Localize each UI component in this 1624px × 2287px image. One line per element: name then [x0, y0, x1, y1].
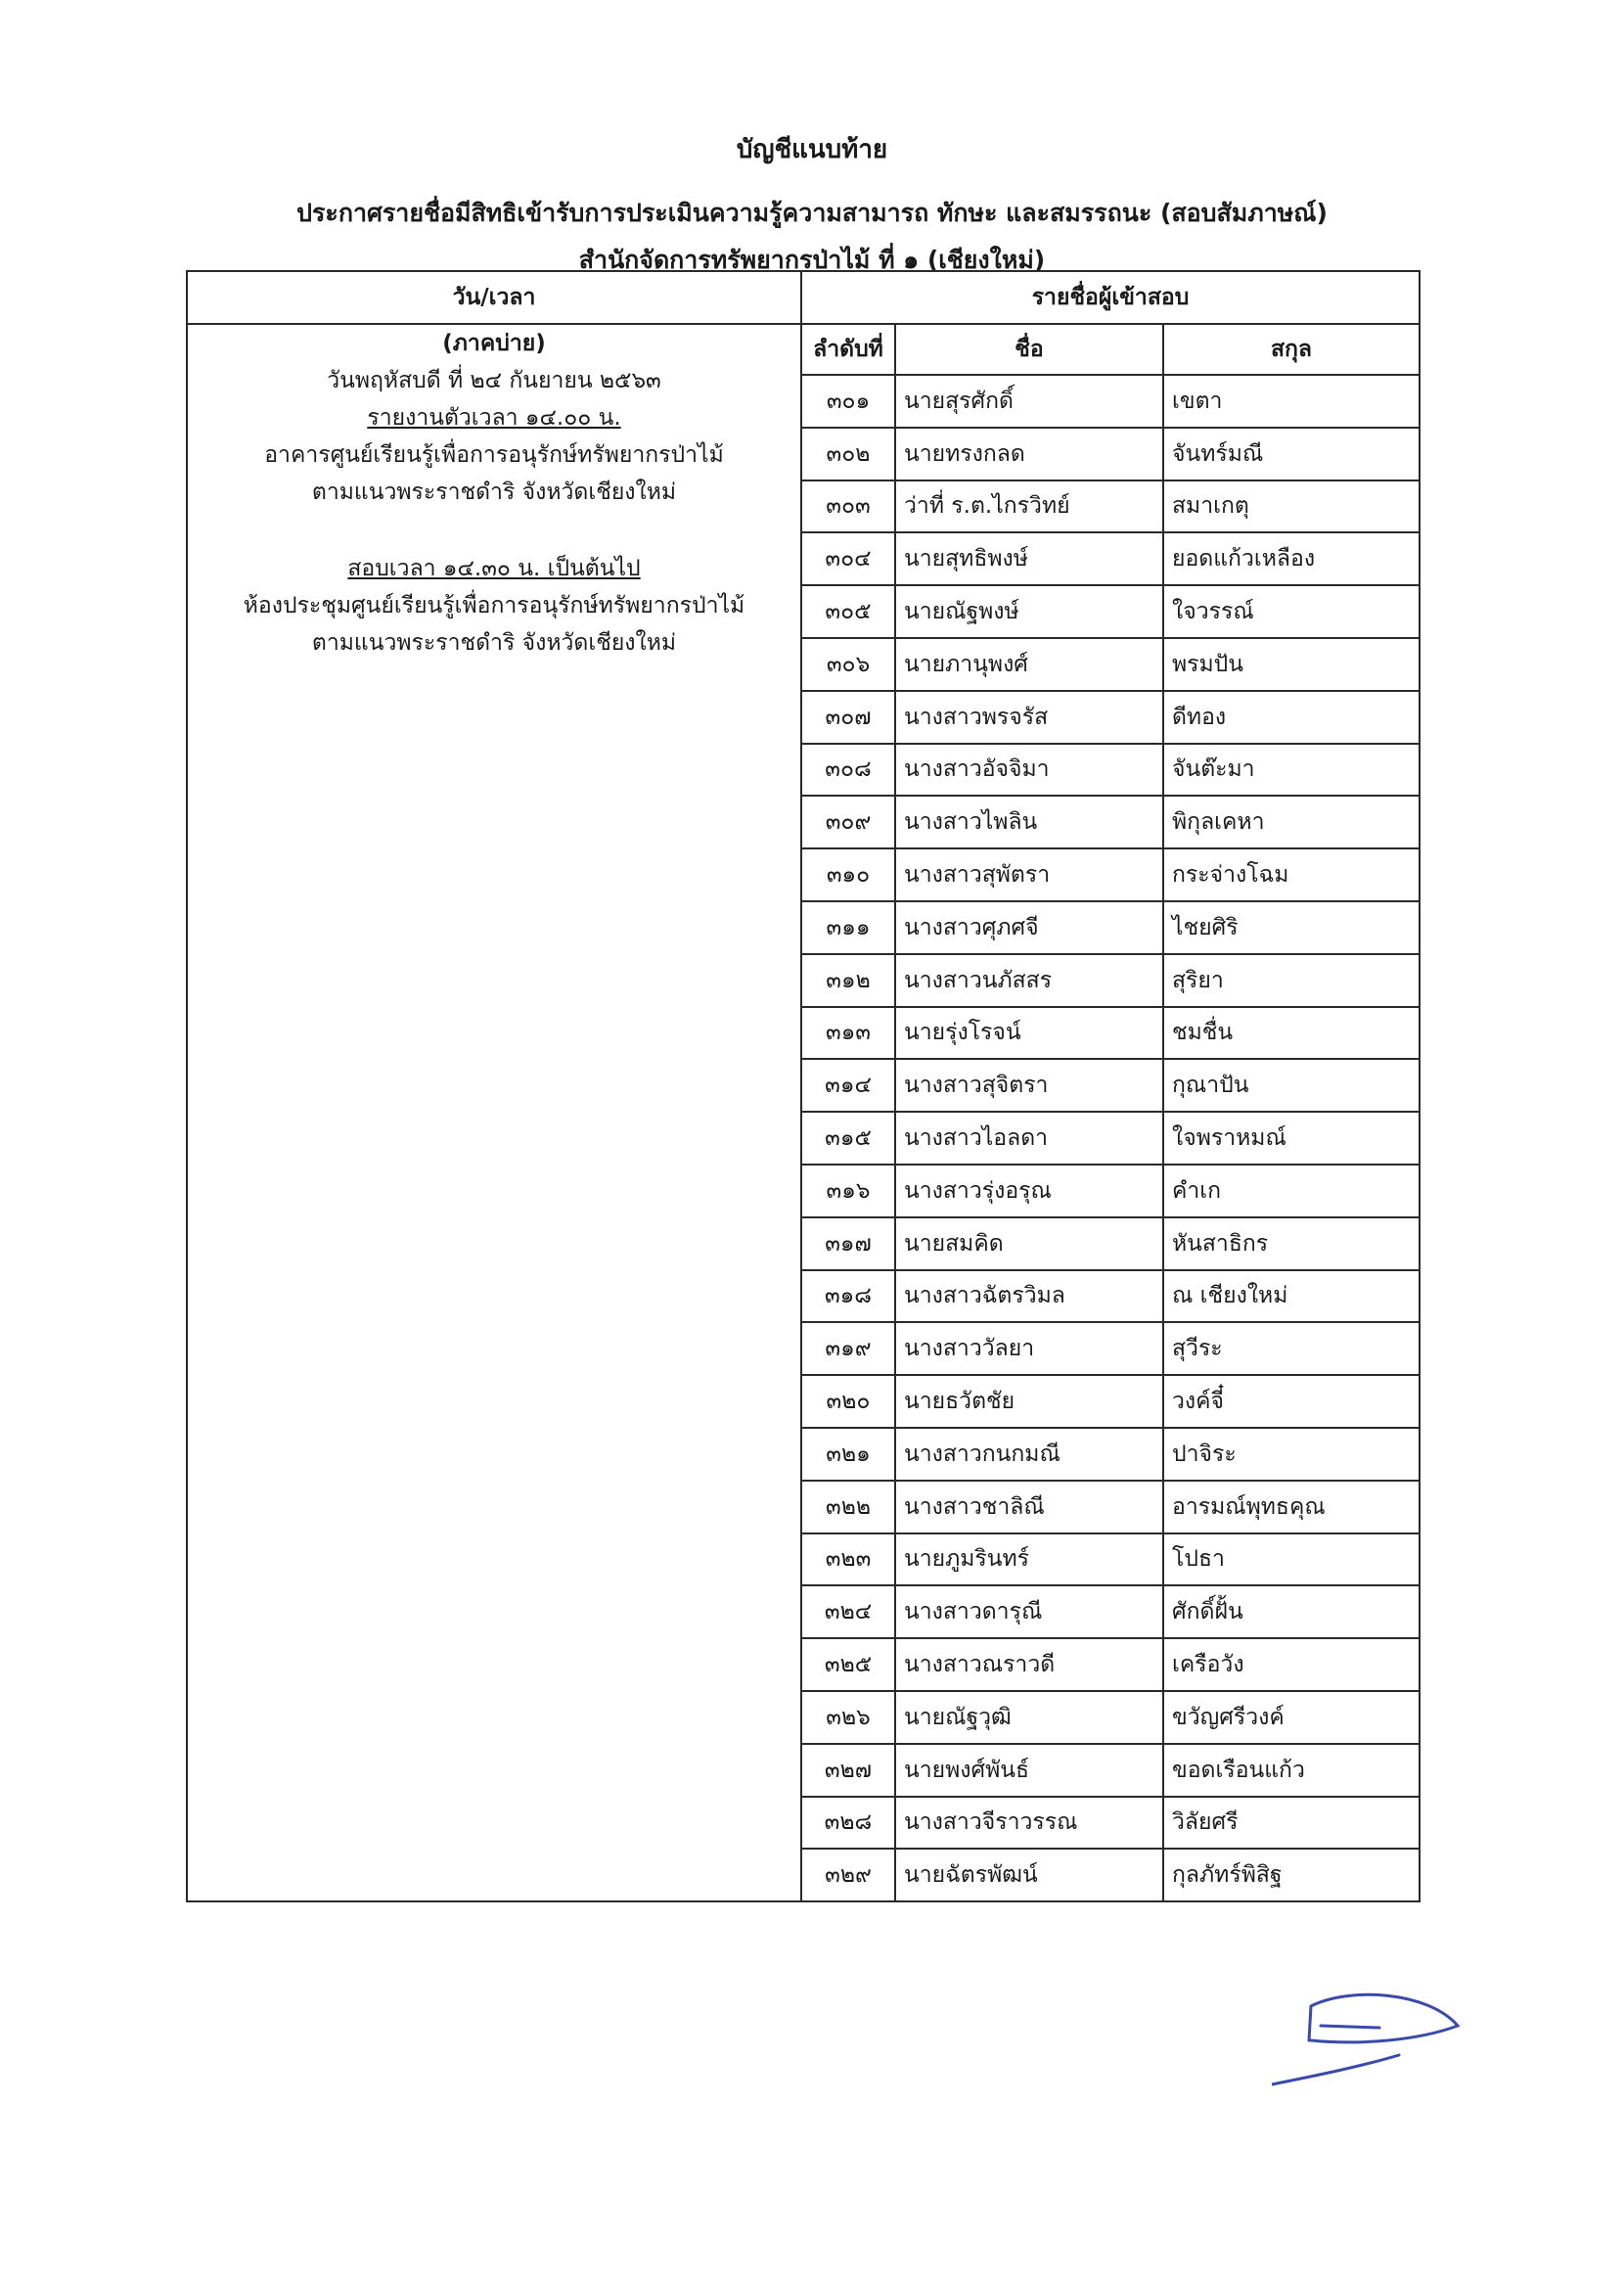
report-time: รายงานตัวเวลา ๑๔.๐๐ น. — [367, 405, 621, 431]
row-number: ๓๑๕ — [801, 1112, 895, 1165]
candidate-name: นางสาวสุจิตรา — [895, 1059, 1163, 1112]
candidate-surname: เครือวัง — [1163, 1638, 1420, 1691]
report-place-line-1: อาคารศูนย์เรียนรู้เพื่อการอนุรักษ์ทรัพยากรป่าไม้ — [264, 442, 724, 468]
candidate-surname: กุลภัทร์พิสิฐ — [1163, 1849, 1420, 1901]
candidate-surname: หันสาธิกร — [1163, 1217, 1420, 1270]
candidate-surname: ยอดแก้วเหลือง — [1163, 532, 1420, 585]
candidate-surname: ชมชื่น — [1163, 1007, 1420, 1060]
row-number: ๓๐๔ — [801, 532, 895, 585]
candidate-table — [186, 270, 1421, 1902]
candidate-surname: สมาเกตุ — [1163, 480, 1420, 533]
signature-mark — [1272, 1987, 1467, 2094]
candidate-surname: สุริยา — [1163, 954, 1420, 1007]
candidate-name: นางสาวสุพัตรา — [895, 848, 1163, 901]
candidate-name: นางสาวไอลดา — [895, 1112, 1163, 1165]
candidate-surname: ศักดิ์ฝั้น — [1163, 1585, 1420, 1638]
candidate-name: นางสาวกนกมณี — [895, 1428, 1163, 1481]
candidate-name: นายสุรศักดิ์ — [895, 375, 1163, 428]
row-number: ๓๒๙ — [801, 1849, 895, 1901]
candidate-surname: วิลัยศรี — [1163, 1797, 1420, 1850]
row-number: ๓๑๖ — [801, 1165, 895, 1217]
candidate-name: นางสาวศุภศจี — [895, 901, 1163, 954]
candidate-name: นางสาวดารุณี — [895, 1585, 1163, 1638]
column-header-candidates: รายชื่อผู้เข้าสอบ — [801, 271, 1420, 324]
candidate-surname: กระจ่างโฉม — [1163, 848, 1420, 901]
row-number: ๓๒๔ — [801, 1585, 895, 1638]
candidate-surname: ขวัญศรีวงค์ — [1163, 1691, 1420, 1744]
row-number: ๓๐๕ — [801, 585, 895, 638]
row-number: ๓๐๓ — [801, 480, 895, 533]
candidate-surname: จันทร์มณี — [1163, 428, 1420, 480]
candidate-surname: ขอดเรือนแก้ว — [1163, 1744, 1420, 1797]
row-number: ๓๑๓ — [801, 1007, 895, 1060]
candidate-name: นางสาวรุ่งอรุณ — [895, 1165, 1163, 1217]
page-title: บัญชีแนบท้าย — [736, 135, 888, 164]
row-number: ๓๑๗ — [801, 1217, 895, 1270]
row-number: ๓๐๗ — [801, 691, 895, 744]
candidate-surname: ณ เชียงใหม่ — [1163, 1270, 1420, 1323]
candidate-name: นายณัฐวุฒิ — [895, 1691, 1163, 1744]
candidate-surname: พิกุลเคหา — [1163, 796, 1420, 848]
schedule-cell — [187, 324, 801, 1901]
candidate-name: นางสาววัลยา — [895, 1322, 1163, 1375]
candidate-name: นางสาวไพลิน — [895, 796, 1163, 848]
candidate-name: นายสุทธิพงษ์ — [895, 532, 1163, 585]
candidate-name: นายภานุพงศ์ — [895, 638, 1163, 691]
session-label: (ภาคบ่าย) — [442, 331, 546, 356]
row-number: ๓๒๖ — [801, 1691, 895, 1744]
exam-date: วันพฤหัสบดี ที่ ๒๔ กันยายน ๒๕๖๓ — [327, 368, 661, 393]
row-number: ๓๒๒ — [801, 1481, 895, 1533]
candidate-surname: อารมณ์พุทธคุณ — [1163, 1481, 1420, 1533]
candidate-surname: ไชยศิริ — [1163, 901, 1420, 954]
row-number: ๓๐๒ — [801, 428, 895, 480]
candidate-name: นายรุ่งโรจน์ — [895, 1007, 1163, 1060]
candidate-surname: โปธา — [1163, 1533, 1420, 1586]
exam-place-line-1: ห้องประชุมศูนย์เรียนรู้เพื่อการอนุรักษ์ทรัพยากรป่าไม้ — [243, 593, 745, 618]
candidate-name: นางสาวนภัสสร — [895, 954, 1163, 1007]
candidate-surname: จันต๊ะมา — [1163, 744, 1420, 797]
candidate-name: นางสาวชาลิณี — [895, 1481, 1163, 1533]
row-number: ๓๒๐ — [801, 1375, 895, 1428]
candidate-name: นายธวัตชัย — [895, 1375, 1163, 1428]
candidate-surname: ปาจิระ — [1163, 1428, 1420, 1481]
row-number: ๓๐๘ — [801, 744, 895, 797]
candidate-name: นางสาวพรจรัส — [895, 691, 1163, 744]
candidate-surname: ใจพราหมณ์ — [1163, 1112, 1420, 1165]
candidate-name: นายณัฐพงษ์ — [895, 585, 1163, 638]
announcement-subtitle: ประกาศรายชื่อมีสิทธิเข้ารับการประเมินความรู้ความสามารถ ทักษะ และสมรรถนะ (สอบสัมภาษณ์) — [296, 199, 1328, 227]
candidate-surname: เขตา — [1163, 375, 1420, 428]
candidate-surname: ใจวรรณ์ — [1163, 585, 1420, 638]
row-number: ๓๑๐ — [801, 848, 895, 901]
candidate-name: นางสาวอัจจิมา — [895, 744, 1163, 797]
candidate-surname: ดีทอง — [1163, 691, 1420, 744]
column-header-surname: สกุล — [1163, 324, 1420, 375]
row-number: ๓๒๕ — [801, 1638, 895, 1691]
exam-time: สอบเวลา ๑๔.๓๐ น. เป็นต้นไป — [347, 556, 641, 581]
row-number: ๓๑๒ — [801, 954, 895, 1007]
column-header-date: วัน/เวลา — [187, 271, 801, 324]
candidate-name: นายทรงกลด — [895, 428, 1163, 480]
row-number: ๓๒๗ — [801, 1744, 895, 1797]
row-number: ๓๑๘ — [801, 1270, 895, 1323]
column-header-no: ลำดับที่ — [801, 324, 895, 375]
row-number: ๓๒๑ — [801, 1428, 895, 1481]
row-number: ๓๐๙ — [801, 796, 895, 848]
candidate-surname: พรมปัน — [1163, 638, 1420, 691]
row-number: ๓๑๔ — [801, 1059, 895, 1112]
office-name: สำนักจัดการทรัพยากรป่าไม้ ที่ ๑ (เชียงใหม่) — [578, 246, 1046, 274]
row-number: ๓๑๙ — [801, 1322, 895, 1375]
row-number: ๓๐๑ — [801, 375, 895, 428]
candidate-name: นายฉัตรพัฒน์ — [895, 1849, 1163, 1901]
candidate-surname: สุวีระ — [1163, 1322, 1420, 1375]
row-number: ๓๑๑ — [801, 901, 895, 954]
row-number: ๓๒๘ — [801, 1797, 895, 1850]
row-number: ๓๐๖ — [801, 638, 895, 691]
row-number: ๓๒๓ — [801, 1533, 895, 1586]
column-header-name: ชื่อ — [895, 324, 1163, 375]
candidate-name: นายพงศ์พันธ์ — [895, 1744, 1163, 1797]
exam-place-line-2: ตามแนวพระราชดำริ จังหวัดเชียงใหม่ — [311, 630, 677, 656]
candidate-name: นางสาวณราวดี — [895, 1638, 1163, 1691]
candidate-name: ว่าที่ ร.ต.ไกรวิทย์ — [895, 480, 1163, 533]
candidate-name: นางสาวจีราวรรณ — [895, 1797, 1163, 1850]
candidate-name: นายสมคิด — [895, 1217, 1163, 1270]
candidate-name: นายภูมรินทร์ — [895, 1533, 1163, 1586]
candidate-name: นางสาวฉัตรวิมล — [895, 1270, 1163, 1323]
candidate-surname: คำเก — [1163, 1165, 1420, 1217]
candidate-surname: วงค์จี๋ — [1163, 1375, 1420, 1428]
candidate-surname: กุณาปัน — [1163, 1059, 1420, 1112]
report-place-line-2: ตามแนวพระราชดำริ จังหวัดเชียงใหม่ — [311, 480, 677, 505]
